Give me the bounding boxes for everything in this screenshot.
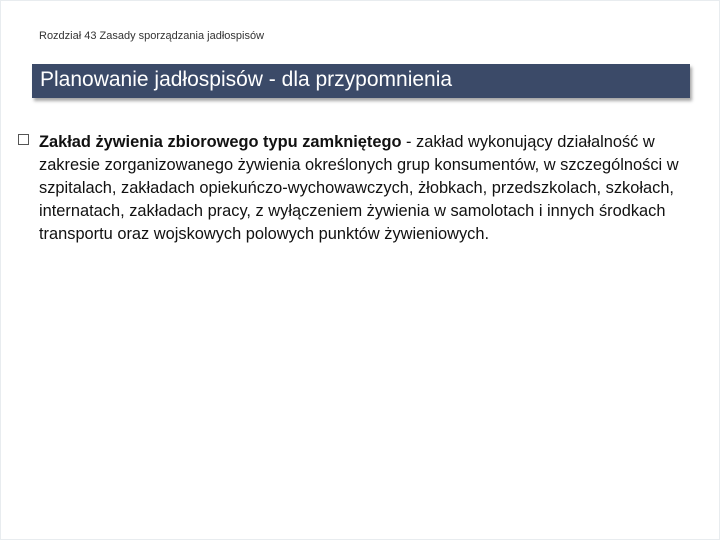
term-definition: - zakład wykonujący działalność w zakresie zorganizowanego żywienia określonych grup konsumentów, w szczególności w szpitalach, zakładach opiekuńczo-wychowawczych, żłobkach, przedszkolach, szkołach, internatach, zakładach pracy, z wyłączeniem żywienia w samolotach i innych środkach transportu oraz wojskowych polowych punktów żywieniowych.	[39, 133, 679, 243]
bullet-paragraph	[39, 131, 681, 246]
slide-title: Planowanie jadłospisów - dla przypomnienia	[40, 68, 453, 91]
checkbox-square-icon	[18, 134, 29, 145]
defined-term: Zakład żywienia zbiorowego typu zamkniętego	[39, 133, 402, 151]
chapter-header: Rozdział 43 Zasady sporządzania jadłospisów	[39, 30, 265, 42]
title-bar	[32, 64, 690, 98]
